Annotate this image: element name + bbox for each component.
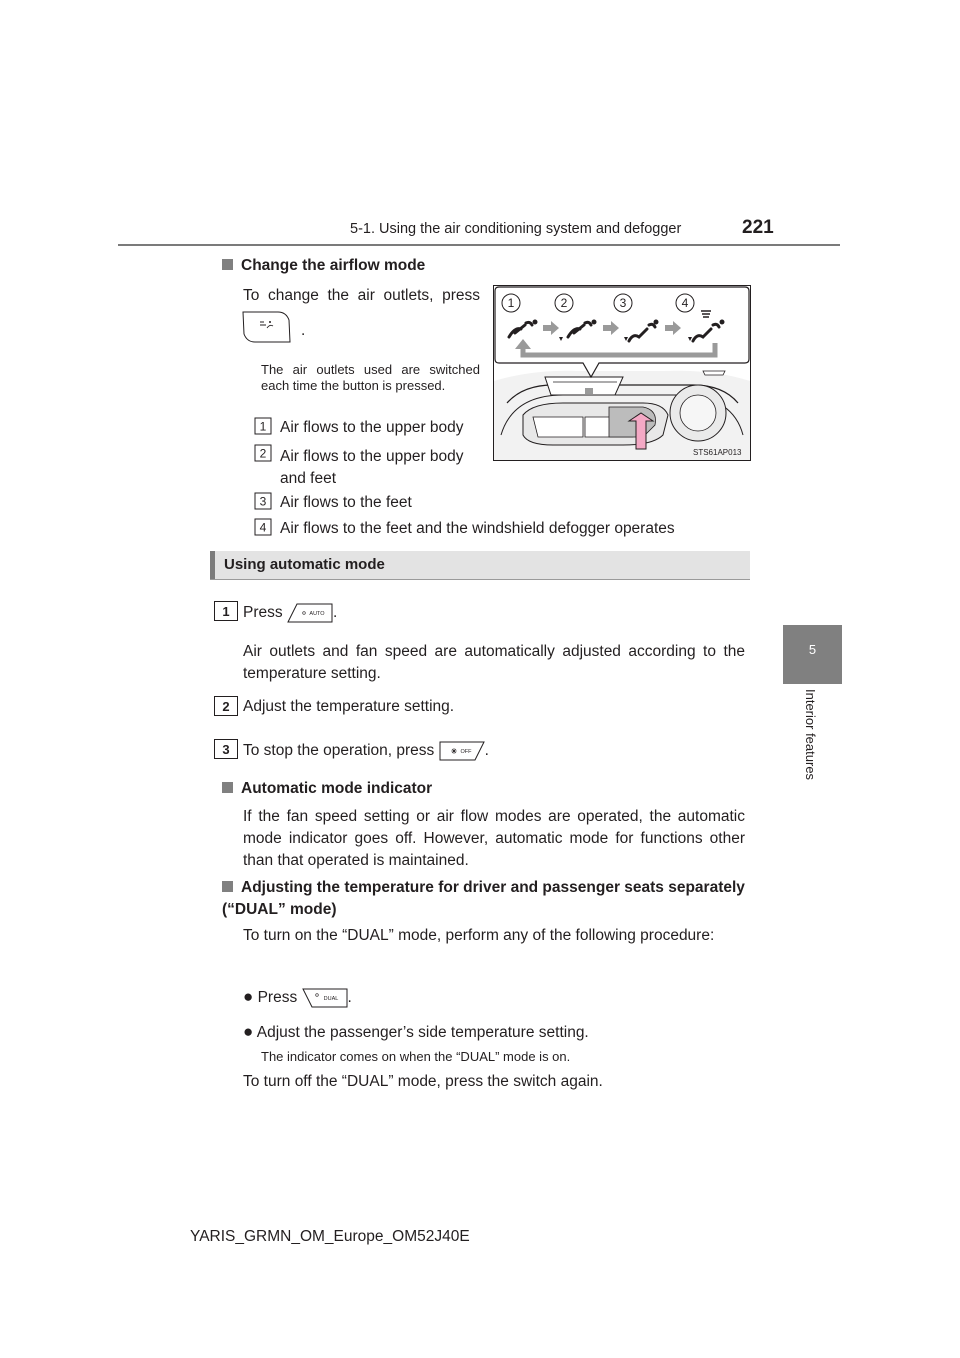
document-code: YARIS_GRMN_OM_Europe_OM52J40E	[190, 1228, 470, 1245]
dual-off-text: To turn off the “DUAL” mode, press the switch again.	[243, 1073, 603, 1090]
list-item-1: Air flows to the upper body	[280, 419, 464, 436]
figure-callout-4: 4	[681, 296, 689, 310]
chapter-number: 5	[808, 642, 817, 657]
list-number-4-icon	[253, 517, 273, 542]
step-number-1: 1	[214, 601, 238, 621]
figure-callout-1: 1	[507, 296, 515, 310]
dual-heading-text: Adjusting the temperature for driver and passenger seats separately (“DUAL” mode)	[222, 879, 745, 918]
page-number: 221	[742, 217, 774, 238]
airflow-intro: To change the air outlets, press	[243, 287, 480, 304]
step-number-3: 3	[214, 739, 238, 759]
dual-note: The indicator comes on when the “DUAL” mode is on.	[261, 1049, 571, 1064]
step-number-2: 2	[214, 696, 238, 716]
step-2-text: Adjust the temperature setting.	[243, 698, 455, 715]
step-1-detail: Air outlets and fan speed are automatically adjusted according to the temperature setting.	[243, 643, 745, 682]
header-rule	[118, 244, 840, 246]
indicator-heading-text: Automatic mode indicator	[241, 780, 433, 797]
airflow-heading-text: Change the airflow mode	[241, 257, 426, 274]
indicator-text: If the fan speed setting or air flow modes are operated, the automatic mode indicator goes off. However, automatic mode for functions other than that operated is maintained.	[243, 808, 745, 869]
list-item-4: Air flows to the feet and the windshield defogger operates	[280, 520, 675, 537]
airflow-intro-end: .	[301, 322, 306, 339]
step-1-press: Press	[243, 604, 283, 622]
chapter-label	[800, 689, 820, 839]
airflow-figure	[493, 285, 751, 466]
round-bullet-icon: ●	[243, 987, 254, 1006]
list-number-2-icon	[253, 443, 273, 468]
auto-button-label: AUTO	[309, 611, 325, 617]
square-bullet-icon	[222, 259, 233, 270]
step-1-line	[243, 603, 337, 623]
step-3-press: To stop the operation, press	[243, 742, 435, 760]
dual-bullet-2	[243, 1022, 589, 1042]
step-1-end: .	[332, 604, 338, 622]
list-number-3-icon	[253, 491, 273, 516]
list-number-3-text: 3	[259, 494, 267, 509]
square-bullet-icon	[222, 881, 233, 892]
section-bar	[210, 551, 750, 580]
figure-callout-2: 2	[560, 296, 568, 310]
airflow-mode-button-icon	[242, 311, 292, 348]
list-number-2-text: 2	[259, 446, 267, 461]
list-item-2: Air flows to the upper body and feet	[280, 448, 464, 487]
airflow-note: The air outlets used are switched each time the button is pressed.	[261, 362, 480, 393]
dual-button-label: DUAL	[323, 995, 338, 1002]
square-bullet-icon	[222, 782, 233, 793]
dual-bullet-1	[243, 987, 352, 1008]
list-item-3: Air flows to the feet	[280, 494, 412, 511]
dual-heading	[222, 877, 747, 921]
auto-button-icon	[287, 603, 333, 623]
dual-intro: To turn on the “DUAL” mode, perform any of the following procedure:	[243, 927, 715, 944]
dual-bullet-1-end: .	[347, 989, 352, 1006]
chapter-label-text: Interior features	[803, 689, 818, 781]
figure-callout-3: 3	[619, 296, 627, 310]
list-number-4-text: 4	[259, 520, 267, 535]
dual-button-icon	[302, 988, 348, 1008]
round-bullet-icon: ●	[243, 1022, 254, 1041]
step-3-end: .	[484, 742, 489, 760]
dual-bullet-1-press: Press	[257, 989, 298, 1006]
running-header: 5-1. Using the air conditioning system and defogger	[350, 221, 682, 237]
off-button-label: OFF	[460, 749, 472, 755]
list-number-1-text: 1	[259, 419, 267, 434]
airflow-heading	[222, 257, 425, 275]
list-number-1-icon	[253, 416, 273, 441]
section-title: Using automatic mode	[224, 556, 385, 573]
off-button-icon	[439, 741, 485, 761]
figure-code: STS61AP013	[693, 448, 742, 457]
indicator-heading	[222, 780, 432, 798]
step-3-line	[243, 741, 489, 761]
dual-bullet-2-text: Adjust the passenger’s side temperature setting.	[256, 1024, 589, 1041]
